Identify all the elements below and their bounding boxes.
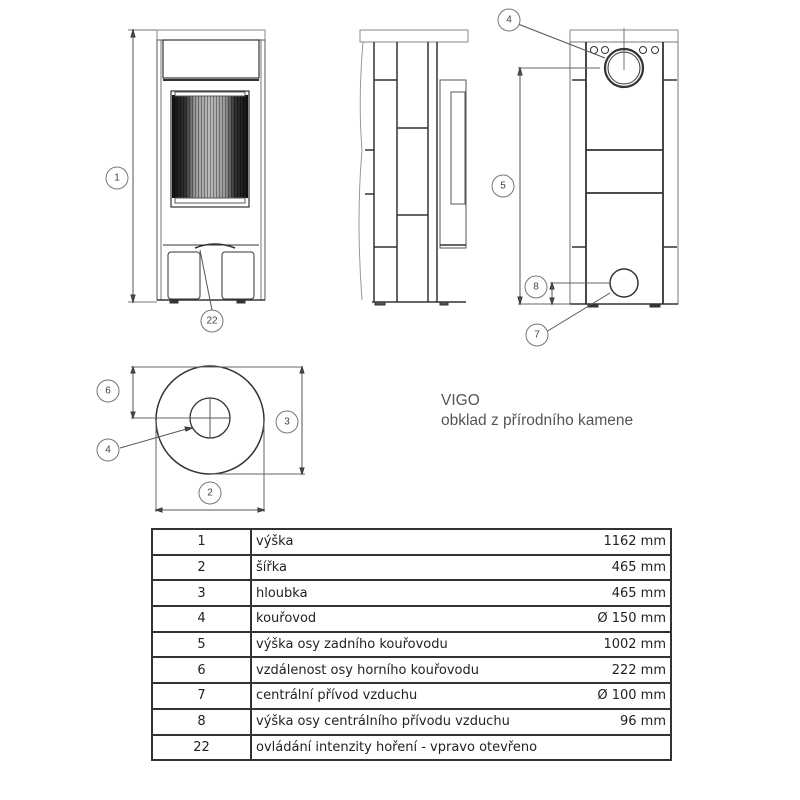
row-value: 465 mm — [582, 555, 671, 581]
callout-2-label: 2 — [207, 487, 213, 499]
row-label: ovládání intenzity hoření - vpravo otevřeno — [251, 735, 582, 761]
front-view — [128, 30, 265, 310]
callout-4-back — [498, 9, 520, 31]
row-label: šířka — [251, 555, 582, 581]
row-label: hloubka — [251, 580, 582, 606]
row-number: 5 — [152, 632, 251, 658]
row-value: 465 mm — [582, 580, 671, 606]
row-number: 8 — [152, 709, 251, 735]
row-label: výška osy zadního kouřovodu — [251, 632, 582, 658]
side-view — [359, 30, 468, 305]
row-number: 1 — [152, 529, 251, 555]
row-label: výška — [251, 529, 582, 555]
row-label: kouřovod — [251, 606, 582, 632]
callout-5-label: 5 — [500, 180, 506, 192]
callout-6-label: 6 — [105, 385, 111, 397]
callout-3 — [276, 411, 298, 433]
table-row — [152, 580, 671, 606]
row-value: 96 mm — [582, 709, 671, 735]
callout-4-back-label: 4 — [506, 14, 512, 26]
row-label: vzdálenost osy horního kouřovodu — [251, 657, 582, 683]
row-number: 4 — [152, 606, 251, 632]
callout-8-label: 8 — [533, 281, 539, 293]
callout-3-label: 3 — [284, 416, 290, 428]
callout-6 — [97, 380, 119, 402]
table-row — [152, 555, 671, 581]
table-row — [152, 529, 671, 555]
row-label: výška osy centrálního přívodu vzduchu — [251, 709, 582, 735]
callout-22-label: 22 — [206, 315, 218, 327]
table-row — [152, 606, 671, 632]
row-number: 22 — [152, 735, 251, 761]
dimensions-table-body — [152, 529, 671, 760]
row-label: centrální přívod vzduchu — [251, 683, 582, 709]
dimensions-table — [151, 528, 672, 761]
callout-2 — [199, 482, 221, 504]
row-value: 1002 mm — [582, 632, 671, 658]
table-row — [152, 657, 671, 683]
row-number: 7 — [152, 683, 251, 709]
row-value: Ø 100 mm — [582, 683, 671, 709]
product-title-block — [441, 391, 633, 431]
callout-4-top — [97, 439, 119, 461]
table-row — [152, 632, 671, 658]
row-value: Ø 150 mm — [582, 606, 671, 632]
product-name: VIGO — [441, 392, 480, 409]
row-number: 6 — [152, 657, 251, 683]
callout-1 — [106, 167, 128, 189]
product-subtitle: obklad z přírodního kamene — [441, 412, 634, 429]
row-number: 3 — [152, 580, 251, 606]
row-number: 2 — [152, 555, 251, 581]
table-row — [152, 709, 671, 735]
row-value: 222 mm — [582, 657, 671, 683]
callout-1-label: 1 — [114, 172, 120, 184]
callout-22 — [201, 310, 223, 332]
callout-7 — [526, 324, 548, 346]
row-value: 1162 mm — [582, 529, 671, 555]
table-row — [152, 735, 671, 761]
table-row — [152, 683, 671, 709]
callout-4-top-label: 4 — [105, 444, 111, 456]
callout-8 — [525, 276, 547, 298]
callout-7-label: 7 — [534, 329, 540, 341]
row-value — [582, 735, 671, 761]
callout-5 — [492, 175, 514, 197]
